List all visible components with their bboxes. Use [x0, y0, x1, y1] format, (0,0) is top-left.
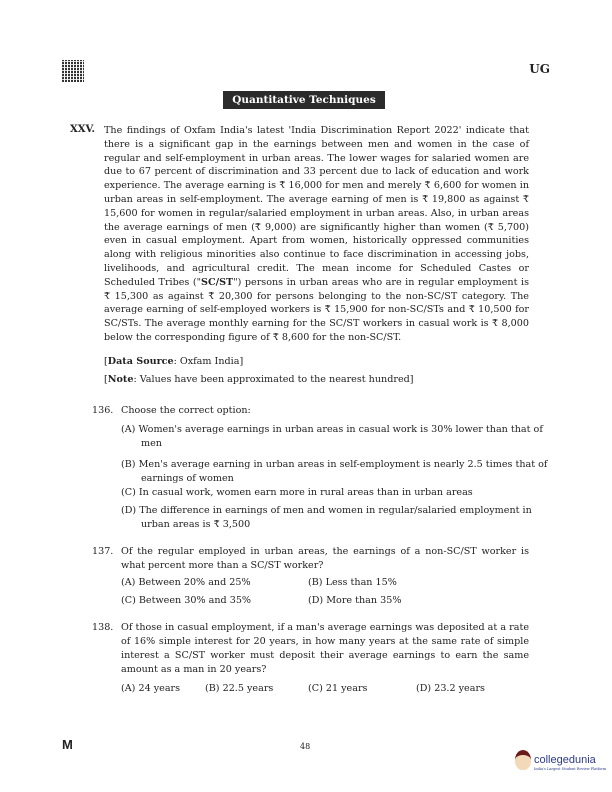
- brand-tagline: India's Largest Student Review Platform: [534, 767, 607, 771]
- page-number: 48: [300, 742, 311, 751]
- brand-name: collegedunia: [534, 754, 596, 766]
- data-source: [Data Source: Oxfam India]: [104, 356, 244, 367]
- question-text: Of the regular employed in urban areas, the earnings of a non-SC/ST worker is what percent more than a SC/ST worker?: [121, 546, 529, 571]
- option-b: (B) Men's average earning in urban areas in self-employment is nearly 2.5 times that of earnings of women: [121, 459, 548, 484]
- question-text: Choose the correct option:: [121, 405, 251, 416]
- option-a: (A) Between 20% and 25%: [121, 577, 251, 588]
- option-c: (C) Between 30% and 35%: [121, 595, 252, 606]
- paper-code: UG: [529, 62, 550, 76]
- question-text: Of those in casual employment, if a man's average earnings was deposited at a rate of 16% simple interest for 20 years, in how many years at the same rate of simple interest a SC/ST worker must deposit their average earnings to earn the same amount as a man in 20 years?: [121, 622, 529, 675]
- option-c: (C) 21 years: [308, 683, 368, 694]
- note: [Note: Values have been approximated to the nearest hundred]: [104, 374, 414, 385]
- option-d: (D) The difference in earnings of men and women in regular/salaried employment in urban areas is ₹ 3,500: [121, 505, 532, 530]
- question-number: 136.: [92, 405, 114, 416]
- option-b: (B) Less than 15%: [308, 577, 397, 588]
- option-a: (A) 24 years: [121, 683, 181, 694]
- option-b: (B) 22.5 years: [205, 683, 274, 694]
- option-a: (A) Women's average earnings in urban areas in casual work is 30% lower than that of men: [121, 424, 543, 449]
- collegedunia-logo: [515, 748, 606, 771]
- option-c: (C) In casual work, women earn more in rural areas than in urban areas: [121, 487, 473, 498]
- option-d: (D) More than 35%: [308, 595, 402, 606]
- section-title: Quantitative Techniques: [223, 91, 385, 109]
- series-mark: M: [62, 737, 73, 752]
- qr-code-icon: [62, 60, 84, 82]
- passage-text: The findings of Oxfam India's latest 'India Discrimination Report 2022' indicate that there is a significant gap in the earnings between men and women in the case of regular and self-employment in urban areas. The lower wages for salaried women are due to 67 percent of discrimination and 33 percent due to lack of education and work experience. The average earning is ₹ 16,000 for men and merely ₹ 6,600 for women in urban areas in self-employment. The average earning of men is ₹ 19,800 as against ₹ 15,600 for women in regular/salaried employment in urban areas. Also, in urban areas the average earnings of men (₹ 9,000) are significantly higher than women (₹ 5,700) even in casual employment. Apart from women, historically oppressed communities along with religious minorities also continue to face discrimination in accessing jobs, livelihoods, and agricultural credit. The mean income for Scheduled Castes or Scheduled Tribes ("SC/ST") persons in urban areas who are in regular employment is ₹ 15,300 as against ₹ 20,300 for persons belonging to the non-SC/ST category. The average earning of self-employed workers is ₹ 15,900 for non-SC/STs and ₹ 10,500 for SC/STs. The average monthly earning for the SC/ST workers in casual work is ₹ 8,000 below the corresponding figure of ₹ 8,600 for the non-SC/ST.: [104, 125, 529, 343]
- question-number: 137.: [92, 546, 114, 557]
- passage-number: XXV.: [70, 124, 96, 135]
- question-number: 138.: [92, 622, 114, 633]
- mascot-icon: [515, 750, 531, 770]
- option-d: (D) 23.2 years: [416, 683, 485, 694]
